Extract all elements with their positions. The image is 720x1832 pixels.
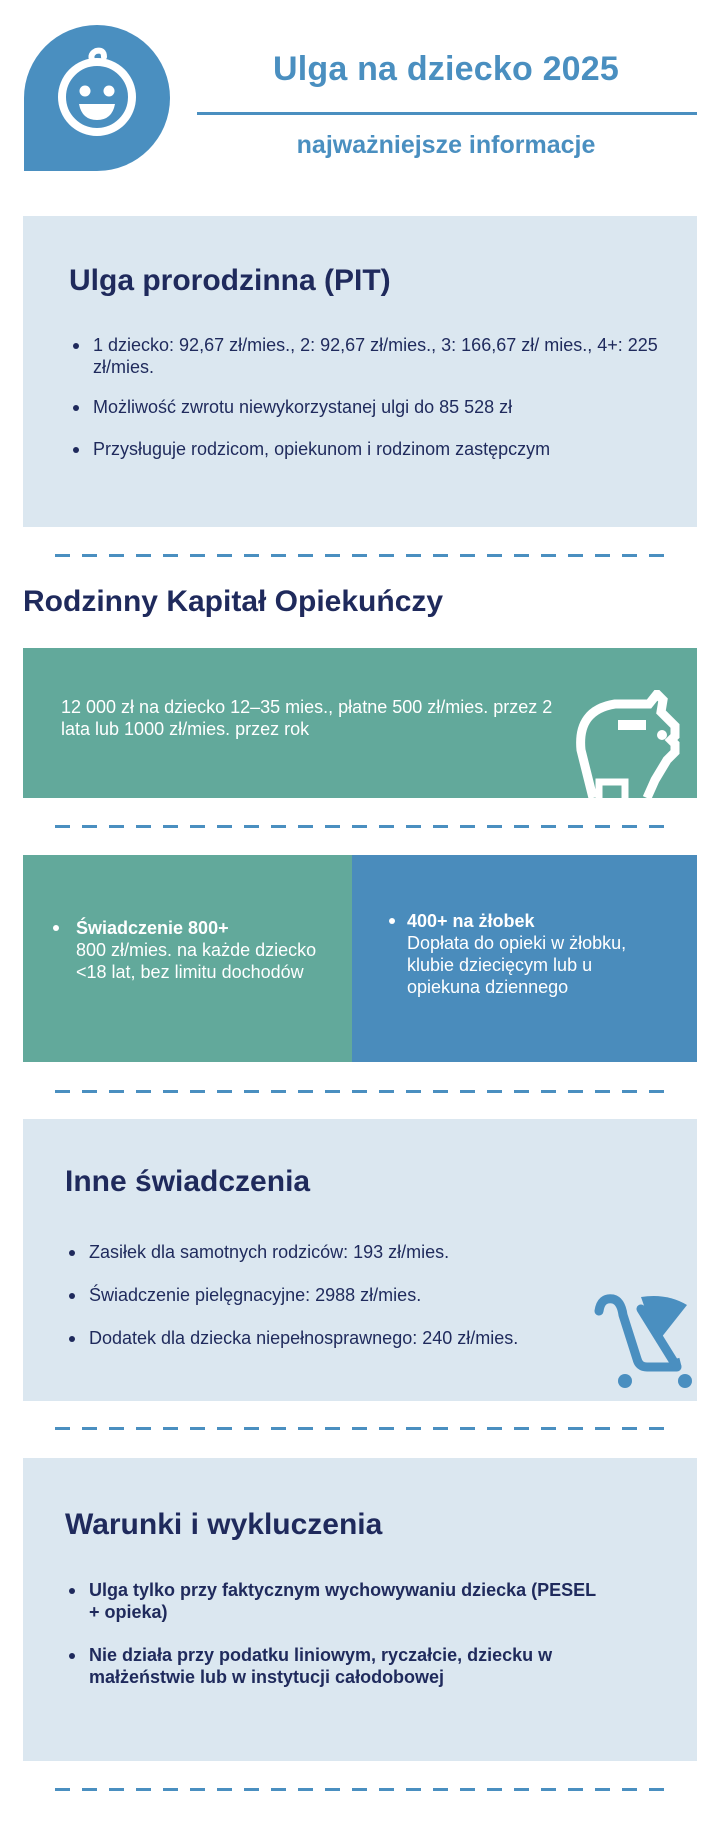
rko-heading: Rodzinny Kapitał Opiekuńczy: [23, 585, 444, 618]
bullet-dot: [53, 925, 59, 931]
dashed-divider: [55, 1090, 667, 1093]
benefit-800-content: [53, 917, 343, 983]
pit-list: [70, 334, 660, 460]
dashed-divider: [55, 1788, 667, 1791]
conditions-list: [66, 1579, 606, 1688]
list-item: Dodatek dla dziecka niepełnosprawnego: 240 zł/mies.: [66, 1327, 626, 1349]
other-section: [23, 1119, 697, 1401]
benefit-800-box: [23, 855, 352, 1062]
benefit-400-box: [352, 855, 697, 1062]
benefit-800-title: Świadczenie 800+: [76, 918, 229, 938]
pit-section: [23, 216, 697, 527]
dashed-divider: [55, 825, 667, 828]
title-divider: [197, 112, 697, 115]
list-item: Ulga tylko przy faktycznym wychowywaniu dziecka (PESEL + opieka): [66, 1579, 606, 1623]
list-item: Świadczenie pielęgnacyjne: 2988 zł/mies.: [66, 1284, 626, 1306]
list-item: Nie działa przy podatku liniowym, ryczałcie, dziecku w małżeństwie lub w instytucji całodobowej: [66, 1644, 606, 1688]
bullet-dot: [389, 918, 395, 924]
stroller-icon: [591, 1289, 697, 1389]
rko-box: [23, 648, 697, 798]
rko-text: 12 000 zł na dziecko 12–35 mies., płatne 500 zł/mies. przez 2 lata lub 1000 zł/mies. przez rok: [61, 697, 553, 739]
list-item: Zasiłek dla samotnych rodziców: 193 zł/mies.: [66, 1241, 626, 1263]
dashed-divider: [55, 554, 667, 557]
page-subtitle: najważniejsze informacje: [296, 131, 596, 159]
baby-face-icon: [24, 25, 170, 171]
benefit-400-title: 400+ na żłobek: [407, 911, 535, 931]
logo-badge: [24, 25, 170, 171]
page-title: Ulga na dziecko 2025: [272, 50, 620, 88]
conditions-heading: Warunki i wykluczenia: [65, 1508, 383, 1541]
other-heading: Inne świadczenia: [65, 1165, 311, 1198]
benefit-400-text: Dopłata do opieki w żłobku, klubie dziecięcym lub u opiekuna dziennego: [407, 933, 627, 997]
list-item: Przysługuje rodzicom, opiekunom i rodzinom zastępczym: [70, 438, 660, 460]
benefit-400-content: [389, 910, 689, 998]
dashed-divider: [55, 1427, 667, 1430]
benefit-800-text: 800 zł/mies. na każde dziecko <18 lat, bez limitu dochodów: [76, 940, 317, 982]
piggy-bank-icon: [563, 690, 693, 798]
other-list: [66, 1241, 626, 1349]
conditions-section: [23, 1458, 697, 1761]
list-item: 1 dziecko: 92,67 zł/mies., 2: 92,67 zł/mies., 3: 166,67 zł/ mies., 4+: 225 zł/mies.: [70, 334, 660, 378]
pit-heading: Ulga prorodzinna (PIT): [69, 264, 391, 297]
list-item: Możliwość zwrotu niewykorzystanej ulgi do 85 528 zł: [70, 396, 660, 418]
